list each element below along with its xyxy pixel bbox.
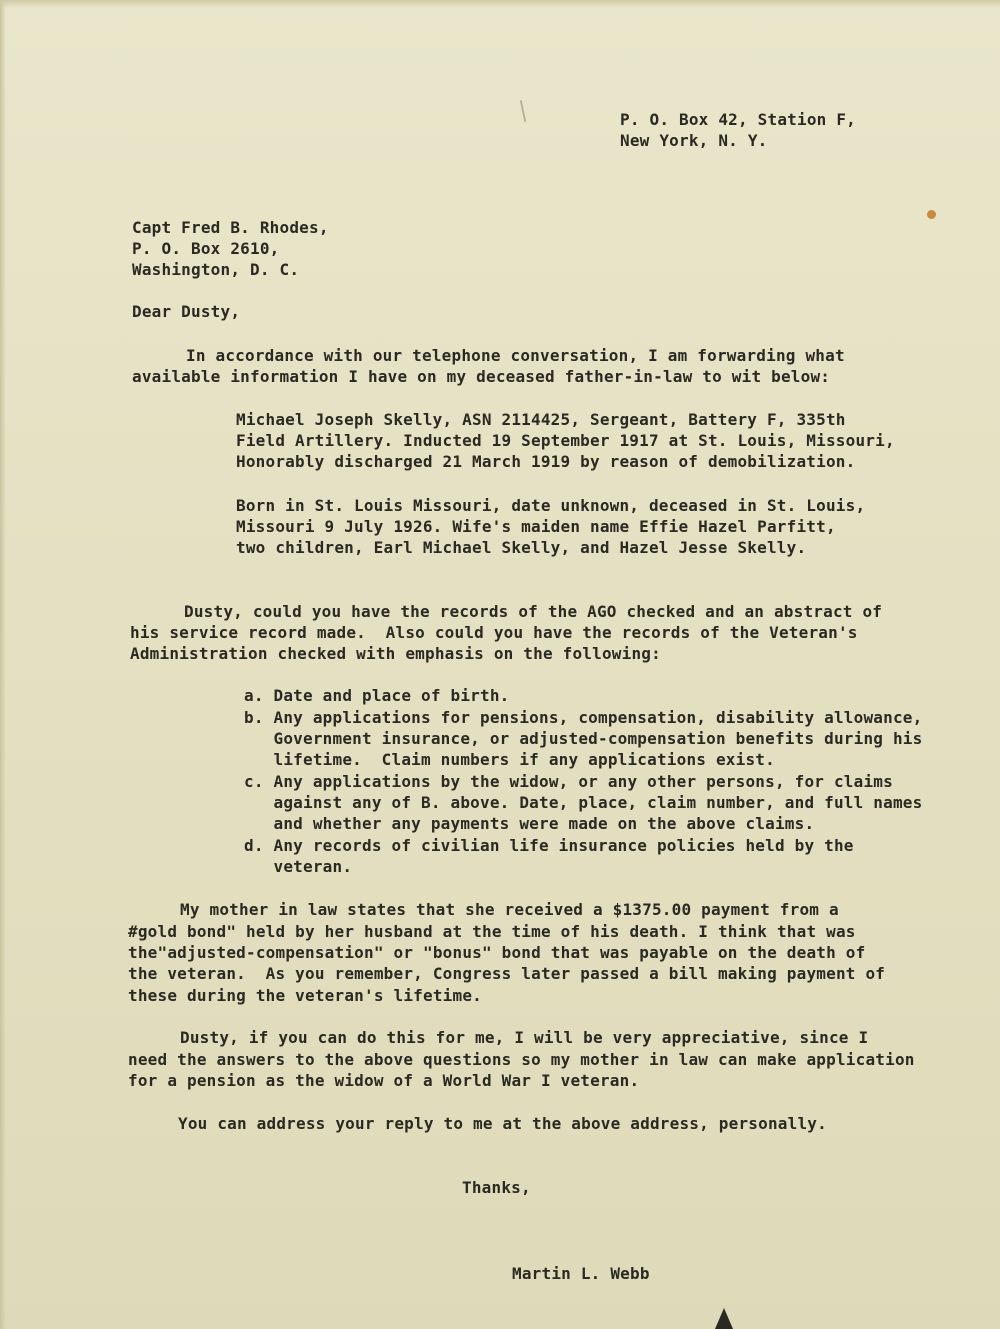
family-record-line-1: Born in St. Louis Missouri, date unknown, deceased in St. Louis, <box>236 496 866 515</box>
family-record-line-2: Missouri 9 July 1926. Wife's maiden name Effie Hazel Parfitt, <box>236 517 836 536</box>
signature: Martin L. Webb <box>512 1264 650 1283</box>
service-record-line-2: Field Artillery. Inducted 19 September 1917 at St. Louis, Missouri, <box>236 431 895 450</box>
bond-line-1: My mother in law states that she received a $1375.00 payment from a <box>180 900 839 919</box>
paper-edge-shadow <box>0 0 6 1329</box>
closing-line-2: need the answers to the above questions so my mother in law can make application <box>128 1050 915 1069</box>
pencil-mark <box>520 100 527 122</box>
service-record-line-1: Michael Joseph Skelly, ASN 2114425, Sergeant, Battery F, 335th <box>236 410 846 429</box>
service-record-line-3: Honorably discharged 21 March 1919 by reason of demobilization. <box>236 452 856 471</box>
list-item-d-line-2: veteran. <box>244 857 353 876</box>
list-item-a: a. Date and place of birth. <box>244 686 510 705</box>
list-item-c-line-3: and whether any payments were made on the above claims. <box>244 814 815 833</box>
bond-line-4: the veteran. As you remember, Congress later passed a bill making payment of <box>128 964 886 983</box>
closing-line-1: Dusty, if you can do this for me, I will be very appreciative, since I <box>180 1028 869 1047</box>
return-address-line-2: New York, N. Y. <box>620 131 768 150</box>
list-item-b-line-2: Government insurance, or adjusted-compensation benefits during his <box>244 729 923 748</box>
list-item-c-line-1: c. Any applications by the widow, or any other persons, for claims <box>244 772 893 791</box>
paper-top-shadow <box>0 0 1000 8</box>
list-item-c-line-2: against any of B. above. Date, place, claim number, and full names <box>244 793 923 812</box>
list-item-b-line-3: lifetime. Claim numbers if any applications exist. <box>244 750 775 769</box>
recipient-line-1: Capt Fred B. Rhodes, <box>132 218 329 237</box>
return-address-line-1: P. O. Box 42, Station F, <box>620 110 856 129</box>
stain-mark <box>927 210 936 219</box>
intro-line-2: available information I have on my deceased father-in-law to wit below: <box>132 367 831 386</box>
closing-line-3: for a pension as the widow of a World War I veteran. <box>128 1071 640 1090</box>
recipient-line-2: P. O. Box 2610, <box>132 239 280 258</box>
bond-line-5: these during the veteran's lifetime. <box>128 986 482 1005</box>
bond-line-3: the"adjusted-compensation" or "bonus" bond that was payable on the death of <box>128 943 866 962</box>
intro-line-1: In accordance with our telephone conversation, I am forwarding what <box>186 346 845 365</box>
signoff: Thanks, <box>462 1178 531 1197</box>
request-line-1: Dusty, could you have the records of the AGO checked and an abstract of <box>184 602 883 621</box>
paper-fold-mark <box>715 1308 733 1329</box>
list-item-b-line-1: b. Any applications for pensions, compensation, disability allowance, <box>244 708 923 727</box>
address-note: You can address your reply to me at the above address, personally. <box>178 1114 827 1133</box>
recipient-line-3: Washington, D. C. <box>132 260 300 279</box>
list-item-d-line-1: d. Any records of civilian life insurance policies held by the <box>244 836 854 855</box>
request-line-2: his service record made. Also could you have the records of the Veteran's <box>130 623 858 642</box>
request-line-3: Administration checked with emphasis on the following: <box>130 644 661 663</box>
bond-line-2: #gold bond" held by her husband at the time of his death. I think that was <box>128 922 856 941</box>
family-record-line-3: two children, Earl Michael Skelly, and Hazel Jesse Skelly. <box>236 538 807 557</box>
salutation: Dear Dusty, <box>132 302 241 321</box>
